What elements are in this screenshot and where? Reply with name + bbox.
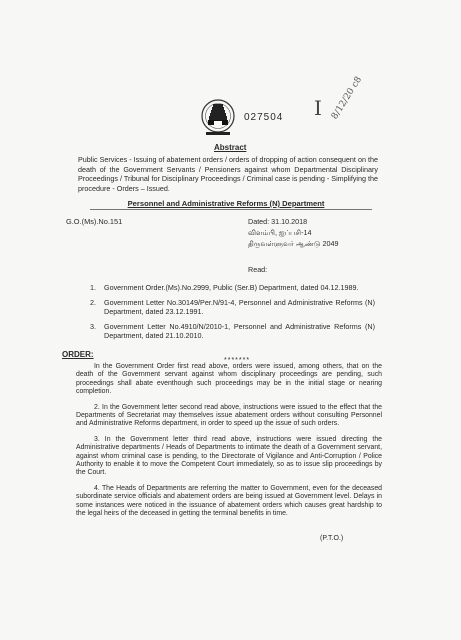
order-paragraph: 4. The Heads of Departments are referring the matter to Government, even for the deceased subordinate service officials and abatement orders are being issued at Government level. Delays in some instances were noticed in the issuance of abatement orders which causes great hardship to the legal heirs of the deceased in getting the terminal benefits in time. [76, 484, 382, 518]
reference-item [90, 298, 375, 316]
serial-number: 027504 [244, 112, 284, 123]
reference-item [90, 283, 375, 292]
abstract-subject: Public Services - Issuing of abatement orders / orders of dropping of action consequent on the death of the Government Servants / Pensioners against whom Departmental Disciplinary Proceedings / Tribunal for Disciplinary Proceedings / Criminal case is pending - Simplifying the procedure - Orders – Issued. [78, 155, 379, 193]
handwritten-mark: I [314, 96, 322, 120]
go-number: G.O.(Ms).No.151 [66, 217, 123, 226]
order-paragraph: In the Government Order first read above, orders were issued, among others, that on the death of the Government servant against whom disciplinary proceedings are pending, such proceedings shall abate eventhough such proceedings may be in the initial stage or nearing completion. [76, 363, 382, 396]
reference-item [90, 322, 375, 340]
reference-text: Government Order.(Ms).No.2999, Public (Ser.B) Department, dated 04.12.1989. [104, 283, 359, 292]
order-paragraph: 2. In the Government letter second read above, instructions were issued to the effect that the Departments of Secretariat may themselves issue abatement orders without consulting Personnel and Administrative Reforms department, in order to speed up the issue of such orders. [76, 403, 382, 428]
reference-text: Government Letter No.4910/N/2010-1, Personnel and Administrative Reforms (N) Department, dated 21.10.2010. [104, 322, 375, 340]
reference-number: 3. [90, 322, 96, 331]
state-emblem-icon [200, 96, 236, 140]
dated: Dated: 31.10.2018 [248, 217, 308, 226]
divider [90, 209, 372, 210]
order-heading: ORDER: [62, 350, 94, 359]
tamil-date-1: விளம்பி, ஐப்பசி-14 [248, 228, 312, 237]
abstract-heading: Abstract [214, 143, 247, 152]
reference-text: Government Letter No.30149/Per.N/91-4, Personnel and Administrative Reforms (N) Department, dated 23.12.1991. [104, 298, 375, 316]
tamil-date-2: திருவள்ளுவர் ஆண்டு 2049 [248, 239, 339, 248]
reference-list [90, 283, 375, 346]
pto-label: (P.T.O.) [320, 535, 344, 542]
order-body [76, 363, 382, 526]
order-paragraph: 3. In the Government letter third read above, instructions were issued directing the Administrative departments / Heads of Departments to intimate the death of a Government servant, against whom criminal case is pending, to the Directorate of Vigilance and Anti-Corruption / Police Authority to enable it to move the Competent Court immediately, so as to issue slip proceedings by the Court. [76, 435, 382, 477]
reference-number: 1. [90, 283, 96, 292]
handwritten-date: 8/12/20 c8 [330, 75, 365, 122]
separator: ******* [224, 357, 251, 364]
read-label: Read: [248, 265, 268, 274]
department-title: Personnel and Administrative Reforms (N) Department [127, 199, 325, 208]
date-block [248, 216, 338, 249]
reference-number: 2. [90, 298, 96, 307]
